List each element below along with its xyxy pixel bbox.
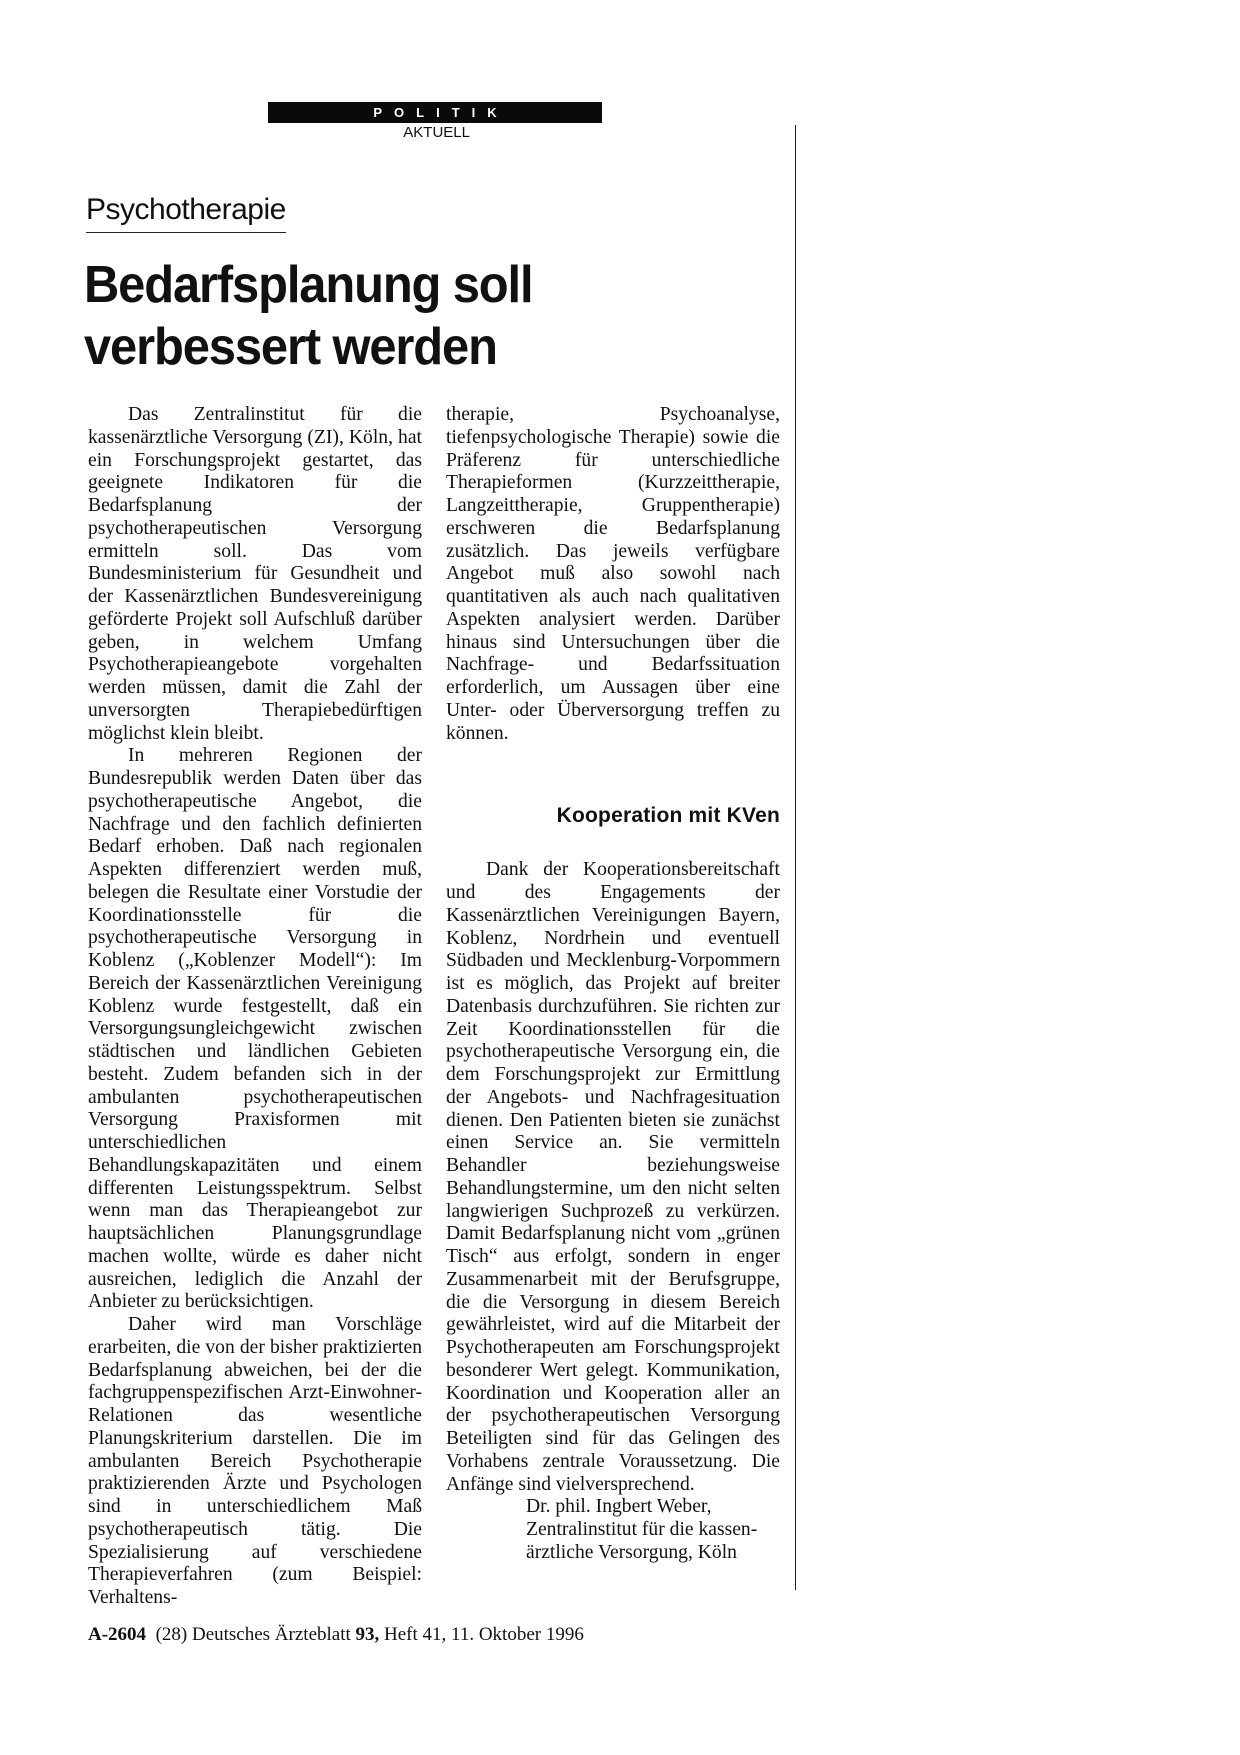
paragraph-continued: therapie, Psychoanalyse, tiefenpsychologische Therapie) sowie die Präferenz für unterschiedliche Therapieformen (Kurzzeittherapie, Langzeittherapie, Gruppentherapie) erschweren die Bedarfsplanung zusätzlich. Das jeweils verfügbare Angebot muß also sowohl nach quantitativen als auch nach qualitativen Aspekten analysiert werden. Darüber hinaus sind Untersuchungen über die Nachfrage- und Bedarfssituation erforderlich, um Aussagen über eine Unter- oder Überversorgung treffen zu können. <box>446 404 780 744</box>
paragraph: Daher wird man Vorschläge erarbeiten, die von der bisher praktizierten Bedarfsplanung abweichen, bei der die fachgruppenspezifischen Arzt-Einwohner-Relationen das wesentliche Planungskriterium darstellen. Die im ambulanten Bereich Psychotherapie praktizierenden Ärzte und Psychologen sind in unterschiedlichem Maß psychotherapeutisch tätig. Die Spezialisierung auf verschiedene Therapieverfahren (zum Beispiel: Verhaltens- <box>88 1314 422 1608</box>
footer-issue: Heft 41, 11. Oktober 1996 <box>384 1624 584 1645</box>
text-column-1 <box>88 404 422 1610</box>
subheading: Kooperation mit KVen <box>556 804 780 828</box>
subsection-label: AKTUELL <box>403 124 470 141</box>
page-footer <box>88 1624 584 1646</box>
author-name: Dr. phil. Ingbert Weber, <box>526 1496 712 1518</box>
headline-line-2: verbessert werden <box>84 318 497 376</box>
section-label: POLITIK <box>268 102 602 123</box>
article-headline <box>84 254 667 378</box>
footer-journal: (28) Deutsches Ärzteblatt <box>155 1624 351 1645</box>
author-affiliation-2: ärztliche Versorgung, Köln <box>526 1541 737 1563</box>
text-column-2 <box>446 404 780 1565</box>
column-rule <box>795 125 796 1590</box>
paragraph: Dank der Kooperationsbereitschaft und des Engagements der Kassenärztlichen Vereinigungen Bayern, Koblenz, Nordrhein und eventuell Südbaden und Mecklenburg-Vorpommern ist es möglich, das Projekt auf breiter Datenbasis durchzuführen. Sie richten zur Zeit Koordinationsstellen für die psychotherapeutische Versorgung ein, die dem Forschungsprojekt zur Ermittlung der Angebots- und Nachfragesituation dienen. Den Patienten bieten sie zunächst einen Service an. Sie vermitteln Behandler beziehungsweise Behandlungstermine, um den nicht selten langwierigen Suchprozeß zu verkürzen. Damit Bedarfsplanung nicht vom „grünen Tisch“ aus erfolgt, sondern in enger Zusammenarbeit mit der Berufsgruppe, die die Versorgung in diesem Bereich gewährleistet, wird auf die Mitarbeit der Psychotherapeuten am Forschungsprojekt besonderer Wert gelegt. Kommunikation, Koordination und Kooperation aller an der psychotherapeutischen Versorgung Beteiligten sind für das Gelingen des Vorhabens zentrale Voraussetzung. Die Anfänge sind vielversprechend. <box>446 859 780 1495</box>
headline-line-1: Bedarfsplanung soll <box>84 256 533 314</box>
footer-volume: 93, <box>355 1624 380 1645</box>
paragraph: In mehreren Regionen der Bundesrepublik werden Daten über das psychotherapeutische Angebot, die Nachfrage und den fachlich definierten Bedarf erhoben. Daß nach regionalen Aspekten differenziert werden muß, belegen die Resultate einer Vorstudie der Koordinationsstelle für die psychotherapeutische Versorgung in Koblenz („Koblenzer Modell“): Im Bereich der Kassenärztlichen Vereinigung Koblenz wurde festgestellt, daß ein Versorgungsungleichgewicht zwischen städtischen und ländlichen Gebieten besteht. Zudem befanden sich in der ambulanten psychotherapeutischen Versorgung Praxisformen mit unterschiedlichen Behandlungskapazitäten und einem differenten Leistungsspektrum. Selbst wenn man das Therapieangebot zur hauptsächlichen Planungsgrundlage machen wollte, würde es daher nicht ausreichen, lediglich die Anzahl der Anbieter zu berücksichtigen. <box>88 745 422 1313</box>
article-kicker: Psychotherapie <box>86 192 286 233</box>
page-number: A-2604 <box>88 1624 147 1645</box>
author-affiliation-1: Zentralinstitut für die kassen- <box>526 1519 758 1540</box>
paragraph: Das Zentralinstitut für die kassenärztliche Versorgung (ZI), Köln, hat ein Forschungsprojekt gestartet, das geeignete Indikatoren für die Bedarfsplanung der psychotherapeutischen Versorgung ermitteln soll. Das vom Bundesministerium für Gesundheit und der Kassenärztlichen Bundesvereinigung geförderte Projekt soll Aufschluß darüber geben, in welchem Umfang Psychotherapieangebote vorgehalten werden müssen, damit die Zahl der unversorgten Therapiebedürftigen möglichst klein bleibt. <box>88 404 422 744</box>
